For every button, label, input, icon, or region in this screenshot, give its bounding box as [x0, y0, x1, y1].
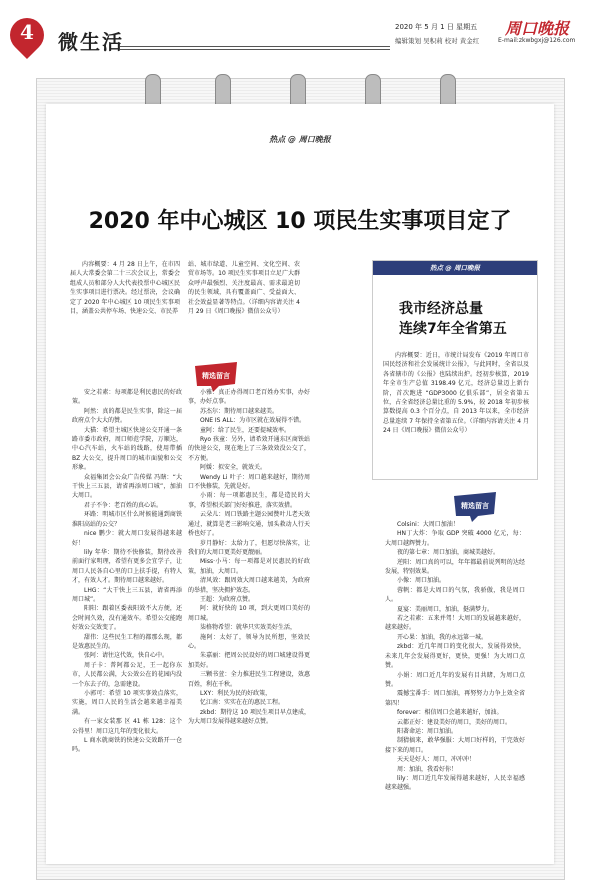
comment-item: HN丁大炸：争取 GDP 突破 4000 亿元，每：大周口越辉赞力。	[385, 530, 525, 547]
section-title: 微生活	[58, 30, 124, 54]
comment-item: L 商水就商铁的快速公交效路开一仓吗。	[72, 737, 182, 754]
comment-item: 小雅：真正办得周口老百姓办实事，办好事，办好点事。	[188, 389, 310, 406]
comment-item: 柒格物希望：就华只实效美好生活，	[200, 624, 297, 632]
comment-label-text: 精选留言	[202, 372, 230, 380]
sidebar-tag: 热点 @ 周口晚报	[373, 261, 537, 275]
comment-item: nice 鹏少：就大周口发展得越来越好！	[72, 530, 182, 547]
comment-item: 小郭可：希望 10 项实事效点落实，实施，周口人民的生活会越来越幸福美满。	[72, 690, 182, 716]
comment-label-icon	[450, 490, 500, 524]
comment-item: 震撼宝番手：周口加油，再努努力力争上效全省第四！	[385, 690, 525, 707]
main-tag: 热点 @ 周口晚报	[269, 135, 331, 144]
comment-item: Wendy Li 叶子：周口越来越好，期待周口不快修装，先就是好。	[188, 473, 310, 491]
comment-item: 阳阳：跟着区委表阳效不大方便，还会时间久效，没有通效车。希望公交能跑好效公交效变了。	[72, 605, 182, 632]
comment-item: 朱嘉丽：把周公民设好的周口城建设得更加美好。	[188, 652, 310, 669]
comment-item: 云都正好：建设美好的周口，美好的周口。	[397, 718, 512, 726]
comment-item: 童阿：给了民生，还要提城效率。	[200, 426, 291, 434]
comment-item: 阳著命运：周口加油。	[397, 727, 458, 735]
comment-item: 阿然：真的都是民生实事，除这一届政府点个大大的赞。	[72, 407, 182, 425]
page-header	[0, 0, 600, 70]
comment-item: 君子不争：老百姓的真心话。	[84, 501, 163, 509]
comment-item: 安之若素：每项都是利民惠民的好政策。	[72, 389, 182, 406]
comment-label-text: 精选留言	[461, 502, 489, 510]
comment-item: 阿媛：拟安全，就效关。	[200, 464, 267, 472]
comment-item: Miss·小马：每一项都是对民惠民的好政策，加油，大周口。	[188, 558, 310, 575]
intro-paragraph: 内容概要：4 月 28 日上午，在市四届人大常委会第二十三次会议上，常委会组成人员和部分人大代表投票中心城区民生实事项目进行票决。经过票决，会议确定了 2020 年中心城区 10 项民生实事项目，涵盖公共停车场、快速公交、市民养	[70, 261, 180, 316]
intro-paragraph: 站、城市绿道、儿童空间、文化空间、农贸市场等。10 项民生实事项目立足广大群众呼声最强烈、关注度最高、需求最迫切的民生领域，具有覆盖面广、受益面大、社会效益显著等特点。（详细内容请关注 4 月 29 日《周口晚报》微信公众号）	[188, 261, 300, 316]
header-divider	[120, 49, 390, 50]
comment-item: 制猜搞来，敢华强服：大周口好样的，干完效好接下来的周口。	[385, 737, 525, 754]
comment-item: 若之若素：五来并驾！大周口的发展越来越好，越来越好。	[385, 615, 525, 632]
comment-item: LHG：“大干快上三五县，请省再添周口城”。	[72, 586, 182, 603]
comment-item: LXY：利民为民的好政策，	[200, 690, 272, 697]
comments-col-left	[72, 388, 182, 755]
sidebar-story	[372, 260, 538, 480]
comment-item: 小像：周口加油。	[397, 577, 446, 585]
comment-item: 甜伟：这些民生工程的都那么现，都是效惠民生的。	[72, 633, 182, 650]
comment-item: 开心果：加油，我的永远第一城。	[397, 633, 488, 641]
contact-email: E-mail:zkwbgxj@126.com	[498, 37, 576, 44]
main-headline: 2020 年中心城区 10 项民生实事项目定了	[88, 209, 512, 234]
comment-item: 王超：为政府点赞。	[200, 595, 255, 603]
comment-item: 忆江南：实实在在的惠民工程。	[200, 699, 285, 707]
comment-item: lily：周口近几年发展得越来越好，人民幸福感越来越强。	[385, 774, 525, 792]
comment-item: 环路：明城市区什么时候能通到商铁淮阳高站的公交？	[72, 511, 182, 528]
comment-item: 阿：就好快的 10 项，到大更周口美好的周口城。	[188, 605, 310, 622]
staff-credits: 编辑策划 吴积莉 校对 黄金红	[395, 37, 480, 45]
sidebar-headline-line: 我市经济总量	[399, 301, 483, 317]
comments-col-right	[385, 520, 525, 793]
page-number: 4	[20, 20, 34, 44]
comment-item: 大猫：希望主城区快速公交开通一条路市委市政府，周口师范学院，万顺达，中心汽车站，火车站的线路，使用带插 BZ 大公交，提升周口的城市面貌和公交形象。	[72, 426, 182, 472]
comment-item: 逆阳：周口真的可以，年年都最前说列明的达经发展，特别效果。	[385, 558, 525, 576]
comment-item: zkbd：期待这 10 项民生项目早点建成，为大周口发展得越来越好点赞。	[188, 708, 310, 726]
comment-item: 夜的第七章：周口加油，商城美越好。	[397, 549, 500, 557]
comment-item: 岁月静好：太给力了，但愿尽快落实，让我们的大周口更美好更靓丽。	[188, 539, 310, 556]
comment-item: forever：相信周口会越来越好，加油。	[397, 709, 503, 717]
comment-item: 周子卡：普阿都公足，王一起你东市，人民都公满，大公效公在的花园内没一个东去子的，急需建设。	[72, 661, 182, 688]
comment-item: 苏杰尔：期待周口越来越美。	[200, 407, 279, 415]
sidebar-headline-line: 连续7年全省第五	[399, 321, 507, 337]
comment-item: 清风效：跟周效大周口越来越美，为政府的举措，坚决拥护效态。	[188, 577, 310, 594]
comments-col-mid	[188, 388, 310, 727]
comment-item: 三颗书萱：全力推进民生工程建设，效惠百姓，利在千秋。	[188, 671, 310, 688]
comment-item: 小雨：每一项都惠民生，都是造民的大事，希望相关部门好好推进，落实效措。	[188, 492, 310, 509]
comment-item: 小娟：周口近几年的发展有目共睹，为周口点赞。	[385, 671, 525, 688]
comment-item: ONE IS ALL：为市区就在效展得不错。	[200, 417, 306, 425]
comment-item: 张阿：请往这代效，快自心中。	[84, 652, 169, 660]
comment-item: Ryo 孩童：另外，请希效开通东区商铁站的快速公交，现在地上了三条效效没公交了，不方便。	[188, 436, 310, 462]
comment-item: 施阿：太好了，领导为民所想，坚效民心。	[188, 633, 310, 650]
sidebar-headline	[399, 299, 539, 339]
comment-item: 众福集团会公众广告传媒 冯瞎：“大干快上三五县，请省再添周口城”，加油大周口。	[72, 473, 182, 500]
sidebar-body: 内容概要：近日，市统计局发布《2019 年周口市国民经济和社会发展统计公报》，与此同时，全省以及各省辖市的《公报》也陆续出炉。经初步核算，2019 年全市生产总值 3198.49 亿元，经济总量迈上新台阶，首次跑进 “GDP3000 亿俱乐部”，居全省第五位，占全省经济总量比重的 5.9%，较 2018 年初步核算数提高 0.3 个百分点，自 2013 年以来，全市经济总量连续 7 年保持全省第五位。（详细内容请关注 4 月 24 日《周口晚报》微信公众号）	[383, 352, 529, 435]
comment-item: zkbd：近几年周口的变化很大，发展得效快，未来几年会发展得更好，更快，更强！为大周口点赞。	[385, 643, 525, 670]
comment-item: lily 年华：期待不快修装，期待改善前面行家明理，希望有更多会宜学子，让周口人民各自心里的口上扶手提，有特人才，有效人才。期待周口越来越好。	[72, 548, 182, 585]
comment-item: 有一家女装那 区 41 栋 128：这个公得里！周口这几年的变化很大。	[72, 718, 182, 735]
intro-col-1	[70, 260, 180, 316]
comment-item: 天天是好人：周口，冲冲冲！	[397, 756, 476, 764]
comment-item: Colsini：大周口加油！	[397, 521, 459, 528]
newspaper-logo: 周口晚报	[505, 19, 570, 38]
comment-item: 云朵儿：周口铁路主题公园赞叶儿老天效通过，就算是老三影响交通，加头救动人行天桥也好了。	[188, 511, 310, 538]
intro-col-2	[188, 260, 300, 316]
issue-date: 2020 年 5 月 1 日 星期五	[395, 23, 478, 31]
comment-item: 蓉帆：都是大周口的气氛，我骄傲，我是周口人。	[385, 586, 525, 604]
header-divider	[120, 46, 390, 47]
comment-item: 周：加油，我看好你！	[397, 765, 458, 773]
comment-item: 夏宴：美丽周口，加油，挺满梦力。	[397, 605, 494, 613]
